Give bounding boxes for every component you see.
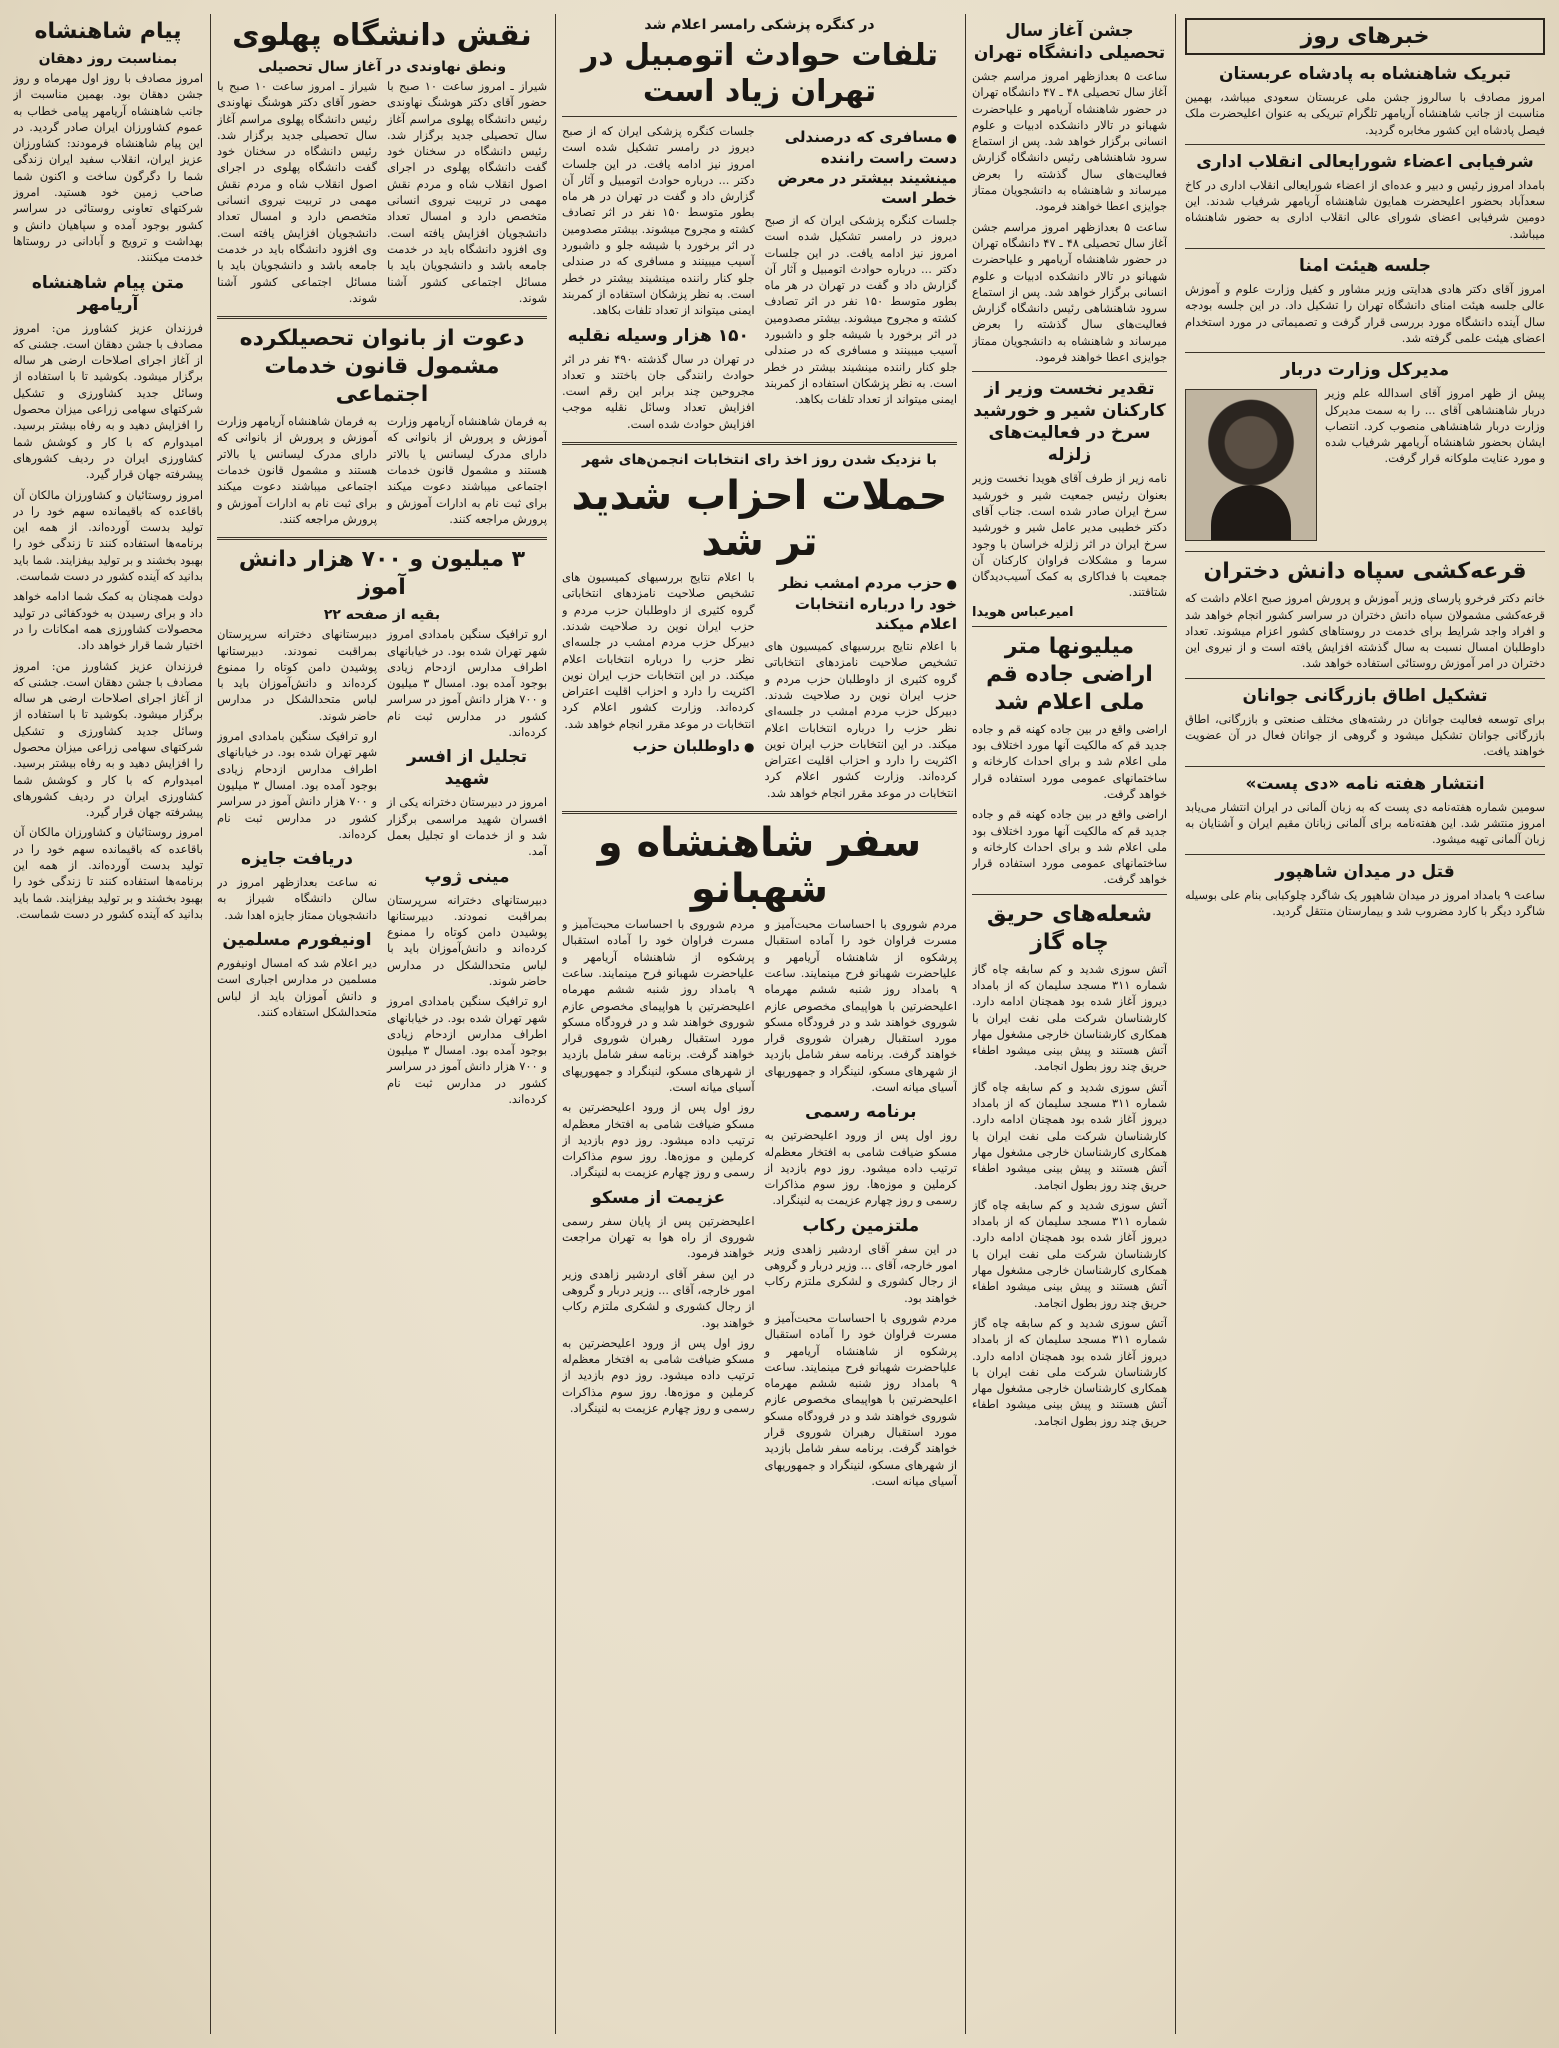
article-body: آتش سوزی شدید و کم سابقه چاه گاز شماره ۳۱۱ مسجد سلیمان که از بامداد دیروز آغاز شده بود همچنان ادامه دارد. کارشناسان شرکت ملی نفت ایران با همکاری کارشناسان خارجی مشغول مهار آتش هستند و پیش بینی میشود اطفاء حریق چند روز بطول انجامد.	[972, 1079, 1167, 1192]
divider	[972, 626, 1167, 627]
article-body: شیراز ـ امروز ساعت ۱۰ صبح با حضور آقای دکتر هوشنگ نهاوندی رئیس دانشگاه پهلوی مراسم آغاز سال تحصیلی جدید برگزار شد. رئیس دانشگاه در سخنان خود گفت دانشگاه پهلوی در اجرای اصول انقلاب شاه و مردم نقش مهمی در تربیت نیروی انسانی متخصص دارد و امسال تعداد دانشجویان افزایش یافته است. وی افزود دانشگاه باید در خدمت جامعه باشد و دانشجویان باید با مسائل اجتماعی کشور آشنا شوند.	[217, 79, 377, 305]
article-body: دبیرستانهای دخترانه سرپرستان بمراقبت نمودند. دبیرستانها پوشیدن دامن کوتاه را ممنوع کرده‌اند و دانش‌آموزان باید با لباس متحدالشکل در مدارس حاضر شوند.	[217, 627, 377, 723]
article-headline: تشکیل اطاق بازرگانی جوانان	[1242, 685, 1488, 706]
fourth-column	[217, 14, 547, 2034]
article-body: ساعت ۹ بامداد امروز در میدان شاهپور یک شاگرد چلوکبابی بنام علی بوسیله شاگرد دیگر با کارد مضروب شد و بیمارستان منتقل گردید.	[1185, 887, 1545, 918]
article-body: امروز آقای دکتر هادی هدایتی وزیر مشاور و کفیل وزارت علوم و آموزش عالی جلسه هیئت امنای دانشگاه تهران را تشکیل داد. در این جلسه بودجه سال آینده دانشگاه مورد بررسی قرار گرفت و تصمیماتی در مورد استخدام اعضای هیئت علمی گرفته شد.	[1185, 282, 1545, 345]
article-body: در تهران در سال گذشته ۴۹۰ نفر در اثر حوادث رانندگی جان باختند و تعداد مجروحین چند برابر این رقم است. افزایش تعداد وسائل نقلیه موجب افزایش حوادث شده است.	[562, 351, 755, 431]
article-headline: دعوت از بانوان تحصیلکرده مشمول قانون خدمات اجتماعی	[239, 326, 525, 408]
sub-headline: برنامه رسمی	[804, 1102, 917, 1123]
divider	[1185, 766, 1545, 767]
article-headline: شعله‌های حریق چاه گاز	[986, 901, 1153, 955]
main-headline: نقش دانشگاه پهلوی	[232, 18, 532, 53]
article-body: جلسات کنگره پزشکی ایران که از صبح دیروز در رامسر تشکیل شده است امروز نیز ادامه یافت. در این جلسات دکتر ... درباره حوادث اتومبیل و آثار آن گزارش داد و گفت در تهران در هر ماه بطور متوسط ۱۵۰ نفر در اثر تصادف کشته و مجروح میشوند. بیشتر مصدومین در اثر برخورد با شیشه جلو و داشبورد آسیب میبینند و مسافری که در صندلی جلو کنار راننده مینشیند بیشتر در خطر است. به نظر پزشکان استفاده از کمربند ایمنی میتواند از تعداد تلفات بکاهد.	[764, 213, 957, 407]
article-body: فرزندان عزیز کشاورز من: امروز مصادف با جشن دهقان است. جشنی که از آغاز اجرای اصلاحات ارضی هر ساله برگزار میشود. بکوشید تا با استفاده از وسائل جدید کشاورزی و تشکیل شرکتهای سهامی زراعی میزان محصول را افزایش دهید و به رفاه بیشتر برسید. امیدوارم که با کار و کوشش شما کشاورزی ایران در ردیف کشورهای پیشرفته جهان قرار گیرد.	[13, 658, 203, 820]
news-of-day-column	[1185, 14, 1545, 2034]
article-body: امروز مصادف با روز اول مهرماه و روز جشن دهقان بود. بهمین مناسبت از جانب شاهنشاه آریامهر پیامی خطاب به عموم کشاورزان ایران صادر گردید. در این پیام شاهنشاه فرمودند: کشاورزان عزیز ایران، انقلاب سفید ایران زندگی شما را دگرگون ساخت و اکنون شما صاحب زمین خود هستید. امروز شرکتهای تعاونی روستائی در سراسر کشور بوجود آمده و سپاهیان دانش و بهداشت و ترویج و آبادانی در روستاها خدمت میکنند.	[13, 71, 203, 265]
article-body: ارو ترافیک سنگین بامدادی امروز شهر تهران شده بود. در خیابانهای اطراف مدارس ازدحام زیادی بوجود آمده بود. امسال ۳ میلیون و ۷۰۰ هزار دانش آموز در سراسر کشور در مدارس ثبت نام کرده‌اند.	[387, 994, 547, 1107]
stat-headline: ۱۵۰ هزار وسیله نقلیه	[567, 325, 749, 346]
article-body: سومین شماره هفته‌نامه دی پست که به زبان آلمانی در ایران انتشار می‌یابد امروز منتشر شد. این هفته‌نامه برای آلمانی زبانان مقیم ایران و آشنایان به زبان آلمانی تهیه میشود.	[1185, 799, 1545, 847]
article-body: خانم دکتر فرخرو پارسای وزیر آموزش و پرورش امروز صبح اعلام داشت که قرعه‌کشی مشمولان سپاه دانش دختران در سراسر کشور انجام خواهد شد و افراد واجد شرایط برای خدمت در روستاهای کشور اعزام میشوند. تعداد داوطلبان امسال نسبت به سال گذشته افزایش یافته است و از نیروی این دختران در امر آموزش روستائی استفاده خواهد شد.	[1185, 591, 1545, 671]
article-body: ساعت ۵ بعدازظهر امروز مراسم جشن آغاز سال تحصیلی ۴۸ ـ ۴۷ دانشگاه تهران در حضور شاهنشاه آریامهر و علیاحضرت شهبانو در تالار دانشکده ادبیات و علوم انسانی برگزار خواهد شد. پس از استماع سرود شاهنشاهی رئیس دانشگاه گزارش فعالیت‌های سال گذشته را بعرض میرساند و شاهنشاه به دانشجویان ممتاز جوایزی اعطا خواهند فرمود.	[972, 219, 1167, 365]
article-body: مردم شوروی با احساسات محبت‌آمیز و مسرت فراوان خود را آماده استقبال پرشکوه از شاهنشاه آریامهر و علیاحضرت شهبانو فرح مینمایند. ساعت ۹ بامداد روز شنبه ششم مهرماه اعلیحضرتین با هواپیمای مخصوص عازم شوروی خواهند شد و در فرودگاه مسکو مورد استقبال رهبران شوروی قرار خواهند گرفت. برنامه سفر شامل بازدید از شهرهای مسکو، لنینگراد و جمهوریهای آسیای میانه است.	[764, 1310, 957, 1488]
divider	[217, 537, 547, 540]
divider	[1185, 144, 1545, 145]
second-column	[972, 14, 1167, 2034]
article-body: مردم شوروی با احساسات محبت‌آمیز و مسرت فراوان خود را آماده استقبال پرشکوه از شاهنشاه آریامهر و علیاحضرت شهبانو فرح مینمایند. ساعت ۹ بامداد روز شنبه ششم مهرماه اعلیحضرتین با هواپیمای مخصوص عازم شوروی خواهند شد و در فرودگاه مسکو مورد استقبال رهبران شوروی قرار خواهند گرفت. برنامه سفر شامل بازدید از شهرهای مسکو، لنینگراد و جمهوریهای آسیای میانه است.	[764, 917, 957, 1094]
article-body: نه ساعت بعدازظهر امروز در سالن دانشگاه شیراز به دانشجویان ممتاز جایزه اهدا شد.	[217, 875, 377, 922]
article-body: آتش سوزی شدید و کم سابقه چاه گاز شماره ۳۱۱ مسجد سلیمان که از بامداد دیروز آغاز شده بود همچنان ادامه دارد. کارشناسان شرکت ملی نفت ایران با همکاری کارشناسان خارجی مشغول مهار آتش هستند و پیش بینی میشود اطفاء حریق چند روز بطول انجامد.	[972, 1315, 1167, 1428]
fifth-column	[13, 14, 203, 2034]
portrait-photo	[1185, 389, 1317, 541]
article-body: اراضی واقع در بین جاده کهنه قم و جاده جدید قم که مالکیت آنها مورد اختلاف بود ملی اعلام شد و برای احداث کارخانه و ساختمانهای عمومی مورد استفاده قرار خواهد گرفت.	[972, 721, 1167, 801]
article-body: به فرمان شاهنشاه آریامهر وزارت آموزش و پرورش از بانوانی که دارای مدرک لیسانس یا بالاتر هستند و مشمول قانون خدمات اجتماعی میباشند دعوت میکند برای ثبت نام به ادارات آموزش و پرورش مراجعه کنند.	[387, 414, 547, 526]
article-headline: انتشار هفته نامه «دی پست»	[1245, 773, 1485, 794]
sub-headline: عزیمت از مسکو	[591, 1187, 726, 1208]
article-body: دیر اعلام شد که امسال اونیفورم مسلمین در مدارس اجباری است و دانش آموزان باید از لباس متحدالشکل استفاده کنند.	[217, 955, 377, 1019]
sub-headline: تجلیل از افسر شهید	[407, 747, 527, 790]
sub-headline: ● داوطلبان حزب	[562, 736, 755, 757]
headline-kicker: در کنگره پزشکی رامسر اعلام شد	[644, 17, 875, 33]
center-column	[562, 14, 957, 2034]
sub-headline: دریافت جایزه	[241, 849, 353, 870]
article-headline: ۳ میلیون و ۷۰۰ هزار دانش آموز	[238, 547, 526, 601]
sub-headline: ونطق نهاوندی در آغاز سال تحصیلی	[257, 59, 507, 75]
sub-headline: ● مسافری که درصندلی دست راست راننده مینشیند بیشتر در معرض خطر است	[765, 127, 958, 208]
divider	[1185, 854, 1545, 855]
main-headline: تلفات حوادث اتومبیل در تهران زیاد است	[581, 38, 938, 109]
column-rule	[965, 14, 966, 2034]
article-headline: جلسه هیئت امنا	[1299, 256, 1431, 277]
article-headline: تبریک شاهنشاه به پادشاه عربستان	[1219, 64, 1511, 84]
article-body: ارو ترافیک سنگین بامدادی امروز شهر تهران شده بود. در خیابانهای اطراف مدارس ازدحام زیادی بوجود آمده بود. امسال ۳ میلیون و ۷۰۰ هزار دانش آموز در سراسر کشور در مدارس ثبت نام کرده‌اند.	[387, 627, 547, 740]
article-body: امروز مصادف با سالروز جشن ملی عربستان سعودی میباشد، بهمین مناسبت از جانب شاهنشاه آریامهر تلگرام تبریکی به عنوان اعلیحضرت ملک فیصل پادشاه این کشور مخابره گردید.	[1185, 90, 1545, 137]
article-body: مردم شوروی با احساسات محبت‌آمیز و مسرت فراوان خود را آماده استقبال پرشکوه از شاهنشاه آریامهر و علیاحضرت شهبانو فرح مینمایند. ساعت ۹ بامداد روز شنبه ششم مهرماه اعلیحضرتین با هواپیمای مخصوص عازم شوروی خواهند شد و در فرودگاه مسکو مورد استقبال رهبران شوروی قرار خواهند گرفت. برنامه سفر شامل بازدید از شهرهای مسکو، لنینگراد و جمهوریهای آسیای میانه است.	[562, 917, 755, 1094]
continued-note: بقیه از صفحه ۲۲	[323, 607, 441, 624]
article-body: دبیرستانهای دخترانه سرپرستان بمراقبت نمودند. دبیرستانها پوشیدن دامن کوتاه را ممنوع کرده‌اند و دانش‌آموزان باید با لباس متحدالشکل در مدارس حاضر شوند.	[387, 892, 547, 988]
main-headline: حملات احزاب شدید تر شد	[571, 473, 948, 566]
divider	[562, 442, 957, 445]
article-body: به فرمان شاهنشاه آریامهر وزارت آموزش و پرورش از بانوانی که دارای مدرک لیسانس یا بالاتر هستند و مشمول قانون خدمات اجتماعی میباشند دعوت میکند برای ثبت نام به ادارات آموزش و پرورش مراجعه کنند.	[217, 414, 377, 526]
article-body: امروز در دبیرستان دخترانه یکی از افسران شهید مراسمی برگزار شد و از خدمات او تجلیل بعمل آمد.	[387, 795, 547, 859]
article-body: با اعلام نتایج بررسیهای کمیسیون های تشخیص صلاحیت نامزدهای انتخاباتی گروه کثیری از داوطلبان حزب مردم و حزب ایران نوین رد صلاحیت شدند. دبیرکل حزب مردم امشب در جلسه‌ای نظر حزب را درباره انتخابات اعلام میکند. در این انتخابات حزب ایران نوین اکثریت را دارد و احزاب اقلیت اعتراض کرده‌اند. وزارت کشور اعلام کرد انتخابات در موعد مقرر انجام خواهد شد.	[764, 639, 957, 800]
column-rule	[555, 14, 556, 2034]
article-body: در این سفر آقای اردشیر زاهدی وزیر امور خارجه، آقای ... وزیر دربار و گروهی از رجال کشوری و لشکری ملتزم رکاب خواهند بود.	[764, 1241, 957, 1305]
article-headline: جشن آغاز سال تحصیلی دانشگاه تهران	[973, 21, 1166, 63]
article-body: نامه زیر از طرف آقای هویدا نخست وزیر بعنوان رئیس جمعیت شیر و خورشید سرخ ایران صادر شده است. جناب آقای دکتر خطیبی مدیر عامل شیر و خورشید سرخ ایران در اثر زلزله خراسان با وجود سرما و مشکلات فراوان کارکنان آن جمعیت با فداکاری به کمک آسیب‌دیدگان شتافتند.	[972, 471, 1167, 600]
headline-kicker: با نزدیک شدن روز اخذ رای انتخابات انجمن‌های شهر	[582, 452, 937, 469]
divider	[1185, 551, 1545, 552]
article-body: روز اول پس از ورود اعلیحضرتین به مسکو ضیافت شامی به افتخار معظم‌له ترتیب داده میشود. روز دوم بازدید از کرملین و موزه‌ها. روز سوم مذاکرات رسمی و روز چهارم عزیمت به لنینگراد.	[562, 1335, 755, 1416]
main-headline: سفر شاهنشاه و شهبانو	[597, 820, 922, 913]
article-body: جلسات کنگره پزشکی ایران که از صبح دیروز در رامسر تشکیل شده است امروز نیز ادامه یافت. در این جلسات دکتر ... درباره حوادث اتومبیل و آثار آن گزارش داد و گفت در تهران در هر ماه بطور متوسط ۱۵۰ نفر در اثر تصادف کشته و مجروح میشوند. بیشتر مصدومین در اثر برخورد با شیشه جلو و داشبورد آسیب میبینند و مسافری که در صندلی جلو کنار راننده مینشیند بیشتر در خطر است. به نظر پزشکان استفاده از کمربند ایمنی میتواند از تعداد تلفات بکاهد.	[562, 124, 755, 318]
article-body: دولت همچنان به کمک شما ادامه خواهد داد و برای رسیدن به خودکفائی در تولید محصولات کشاورزی همه امکانات را در اختیار شما قرار خواهد داد.	[13, 589, 203, 653]
article-body: شیراز ـ امروز ساعت ۱۰ صبح با حضور آقای دکتر هوشنگ نهاوندی رئیس دانشگاه پهلوی مراسم آغاز سال تحصیلی جدید برگزار شد. رئیس دانشگاه در سخنان خود گفت دانشگاه پهلوی در اجرای اصول انقلاب شاه و مردم نقش مهمی در تربیت نیروی انسانی متخصص دارد و امسال تعداد دانشجویان افزایش یافته است. وی افزود دانشگاه باید در خدمت جامعه باشد و دانشجویان باید با مسائل اجتماعی کشور آشنا شوند.	[387, 79, 547, 305]
column-rule	[210, 14, 211, 2034]
article-headline: تقدیر نخست وزیر از کارکنان شیر و خورشید سرخ در فعالیت‌های زلزله	[973, 379, 1166, 466]
article-body: روز اول پس از ورود اعلیحضرتین به مسکو ضیافت شامی به افتخار معظم‌له ترتیب داده میشود. روز دوم بازدید از کرملین و موزه‌ها. روز سوم مذاکرات رسمی و روز چهارم عزیمت به لنینگراد.	[764, 1128, 957, 1208]
article-body: امروز روستائیان و کشاورزان مالکان آن باقاعده که باقیمانده سهم خود را در تولید بدست آورده‌اند. از همه این برنامه‌ها استفاده کنند تا زندگی خود را بهبود بخشند و بر تولید بیفزایند. شما باید بدانید که آینده کشور در دست شماست.	[13, 825, 203, 921]
sub-headline: ● حزب مردم امشب نظر خود را درباره انتخابات اعلام میکند	[765, 573, 958, 634]
divider	[972, 371, 1167, 372]
article-headline: شرفیابی اعضاء شورایعالی انقلاب اداری	[1196, 151, 1534, 172]
signature: امیرعباس هویدا	[972, 604, 1074, 620]
article-body: ساعت ۵ بعدازظهر امروز مراسم جشن آغاز سال تحصیلی ۴۸ ـ ۴۷ دانشگاه تهران در حضور شاهنشاه آریامهر و علیاحضرت شهبانو در تالار دانشکده ادبیات و علوم انسانی برگزار خواهد شد. پس از استماع سرود شاهنشاهی رئیس دانشگاه گزارش فعالیت‌های سال گذشته را بعرض میرساند و شاهنشاه به دانشجویان ممتاز جوایزی اعطا خواهند فرمود.	[972, 69, 1167, 214]
article-body: اراضی واقع در بین جاده کهنه قم و جاده جدید قم که مالکیت آنها مورد اختلاف بود ملی اعلام شد و برای احداث کارخانه و ساختمانهای عمومی مورد استفاده قرار خواهد گرفت.	[972, 807, 1167, 887]
article-headline: مدیرکل وزارت دربار	[1280, 360, 1450, 381]
article-body: ارو ترافیک سنگین بامدادی امروز شهر تهران شده بود. در خیابانهای اطراف مدارس ازدحام زیادی بوجود آمده بود. امسال ۳ میلیون و ۷۰۰ هزار دانش آموز در سراسر کشور در مدارس ثبت نام کرده‌اند.	[217, 729, 377, 841]
sub-headline: بمناسبت روز دهقان	[38, 51, 178, 67]
article-body: با اعلام نتایج بررسیهای کمیسیون های تشخیص صلاحیت نامزدهای انتخاباتی گروه کثیری از داوطلبان حزب مردم و حزب ایران نوین رد صلاحیت شدند. دبیرکل حزب مردم امشب در جلسه‌ای نظر حزب را درباره انتخابات اعلام میکند. در این انتخابات حزب ایران نوین اکثریت را دارد و احزاب اقلیت اعتراض کرده‌اند. وزارت کشور اعلام کرد انتخابات در موعد مقرر انجام خواهد شد.	[562, 570, 755, 731]
article-body: برای توسعه فعالیت جوانان در رشته‌های مختلف صنعتی و بازرگانی، اطاق بازرگانی جوانان تشکیل میشود و گروهی از جوانان فعال در آن عضویت خواهند یافت.	[1185, 711, 1545, 759]
main-headline: پیام شاهنشاه	[34, 19, 182, 44]
sub-headline: مینی ژوپ	[424, 866, 510, 887]
article-body: پیش از ظهر امروز آقای اسدالله علم وزیر دربار شاهنشاهی آقای ... را به سمت مدیرکل وزارت دربار شاهنشاهی منصوب کرد. انتصاب ایشان بحضور شاهنشاه آریامهر شرفیاب شده و مورد عنایت ملوکانه قرار گرفت.	[1325, 386, 1545, 466]
sub-headline: ملتزمین رکاب	[802, 1215, 920, 1236]
divider	[562, 811, 957, 814]
article-body: فرزندان عزیز کشاورز من: امروز مصادف با جشن دهقان است. جشنی که از آغاز اجرای اصلاحات ارضی هر ساله برگزار میشود. بکوشید تا با استفاده از وسائل جدید کشاورزی و تشکیل شرکتهای سهامی زراعی میزان محصول را افزایش دهید و به رفاه بیشتر برسید. امیدوارم که با کار و کوشش شما کشاورزی ایران در ردیف کشورهای پیشرفته جهان قرار گیرد.	[13, 320, 203, 482]
section-box-title: خبرهای روز	[1185, 18, 1545, 55]
article-body: امروز روستائیان و کشاورزان مالکان آن باقاعده که باقیمانده سهم خود را در تولید بدست آورده‌اند. از همه این برنامه‌ها استفاده کنند تا زندگی خود را بهبود بخشند و بر تولید بیفزایند. شما باید بدانید که آینده کشور در دست شماست.	[13, 487, 203, 584]
article-headline: قتل در میدان شاهپور	[1275, 861, 1455, 882]
article-body: آتش سوزی شدید و کم سابقه چاه گاز شماره ۳۱۱ مسجد سلیمان که از بامداد دیروز آغاز شده بود همچنان ادامه دارد. کارشناسان شرکت ملی نفت ایران با همکاری کارشناسان خارجی مشغول مهار آتش هستند و پیش بینی میشود اطفاء حریق چند روز بطول انجامد.	[972, 1197, 1167, 1310]
divider	[217, 316, 547, 319]
divider	[562, 116, 957, 117]
divider	[1185, 352, 1545, 353]
article-body: آتش سوزی شدید و کم سابقه چاه گاز شماره ۳۱۱ مسجد سلیمان که از بامداد دیروز آغاز شده بود همچنان ادامه دارد. کارشناسان شرکت ملی نفت ایران با همکاری کارشناسان خارجی مشغول مهار آتش هستند و پیش بینی میشود اطفاء حریق چند روز بطول انجامد.	[972, 961, 1167, 1074]
article-headline: قرعه‌کشی سپاه دانش دختران	[1203, 559, 1527, 585]
article-body: در این سفر آقای اردشیر زاهدی وزیر امور خارجه، آقای ... وزیر دربار و گروهی از رجال کشوری و لشکری ملتزم رکاب خواهند بود.	[562, 1266, 755, 1330]
article-headline: میلیونها متر اراضی جاده قم ملی اعلام شد	[986, 633, 1153, 715]
sub-headline: اونیفورم مسلمین	[222, 929, 372, 950]
article-body: روز اول پس از ورود اعلیحضرتین به مسکو ضیافت شامی به افتخار معظم‌له ترتیب داده میشود. روز دوم بازدید از کرملین و موزه‌ها. روز سوم مذاکرات رسمی و روز چهارم عزیمت به لنینگراد.	[562, 1100, 755, 1180]
article-body: بامداد امروز رئیس و دبیر و عده‌ای از اعضاء شورایعالی انقلاب اداری در کاخ سعدآباد بحضور اعلیحضرت همایون شاهنشاه آریامهر شرفیاب شدند. این دومین شرفیابی اعضای شورای عالی انقلاب اداری به حضور شاهنشاه میباشد.	[1185, 177, 1545, 241]
divider	[1185, 678, 1545, 679]
article-body: اعلیحضرتین پس از پایان سفر رسمی شوروی از راه هوا به تهران مراجعت خواهند فرمود.	[562, 1213, 755, 1261]
divider	[1185, 248, 1545, 249]
divider	[972, 894, 1167, 895]
sub-headline: متن پیام شاهنشاه آریامهر	[31, 272, 185, 315]
column-rule	[1175, 14, 1176, 2034]
